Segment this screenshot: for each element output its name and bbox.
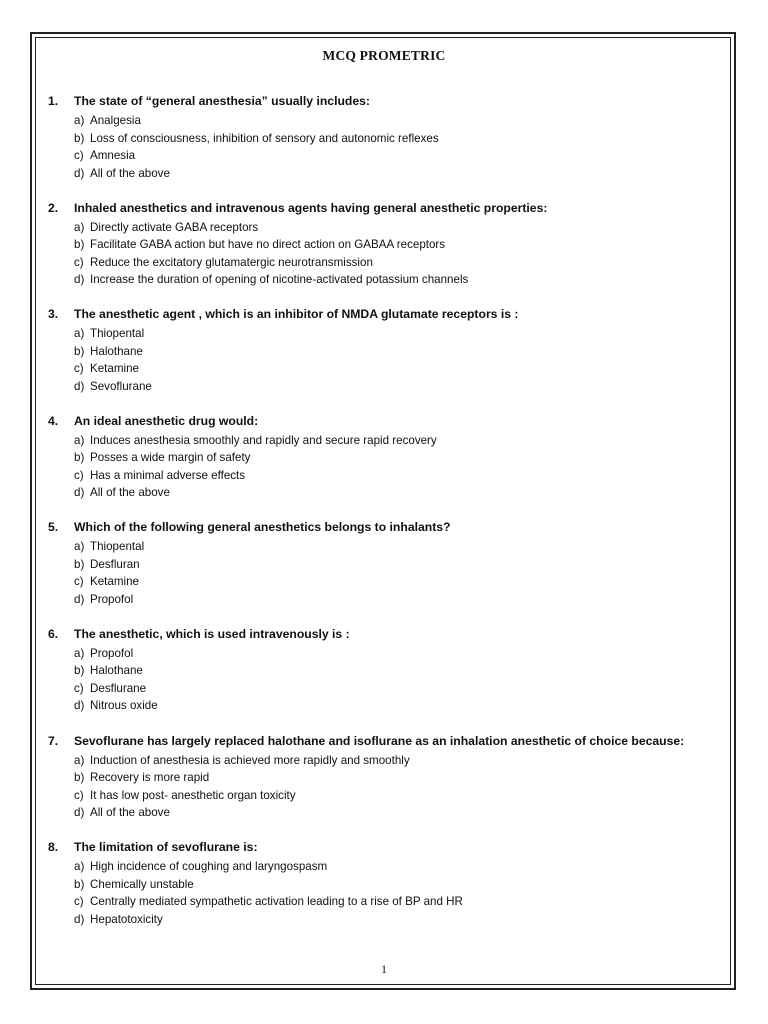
option-b — [74, 769, 728, 787]
option-letter: d) — [74, 486, 85, 500]
option-letter: a) — [74, 753, 85, 767]
option-b — [74, 343, 728, 361]
option-a — [74, 219, 728, 237]
option-letter: b) — [74, 131, 85, 145]
option-text: Induces anesthesia smoothly and rapidly and secure rapid recovery — [90, 433, 437, 447]
option-list — [48, 752, 728, 822]
option-text: Ketamine — [90, 362, 139, 376]
option-text: Halothane — [90, 664, 143, 678]
question-stem — [48, 413, 728, 430]
option-a — [74, 645, 728, 663]
question-5 — [48, 519, 728, 608]
option-text: Centrally mediated sympathetic activation leading to a rise of BP and HR — [90, 895, 463, 909]
option-d — [74, 165, 728, 183]
option-text: Increase the duration of opening of nicotine-activated potassium channels — [90, 273, 469, 287]
question-text: The state of “general anesthesia” usually includes: — [74, 94, 370, 108]
option-list — [48, 112, 728, 182]
question-1 — [48, 93, 728, 182]
option-text: Ketamine — [90, 575, 139, 589]
option-text: Has a minimal adverse effects — [90, 468, 246, 482]
option-a — [74, 325, 728, 343]
question-text: Which of the following general anesthetics belongs to inhalants? — [74, 520, 451, 535]
question-stem — [48, 93, 728, 110]
question-number: 8. — [48, 840, 59, 855]
option-c — [74, 360, 728, 378]
option-d — [74, 484, 728, 502]
question-text: Sevoflurane has largely replaced halothane and isoflurane as an inhalation anesthetic of choice because: — [74, 733, 685, 748]
option-b — [74, 876, 728, 894]
option-text: Facilitate GABA action but have no direct action on GABAA receptors — [90, 238, 446, 252]
question-4 — [48, 413, 728, 502]
option-d — [74, 271, 728, 289]
question-text: The anesthetic agent , which is an inhibitor of NMDA glutamate receptors is : — [74, 307, 519, 322]
option-letter: d) — [74, 912, 85, 926]
option-letter: d) — [74, 166, 85, 180]
option-text: Posses a wide margin of safety — [90, 451, 251, 465]
option-b — [74, 662, 728, 680]
option-letter: c) — [74, 362, 84, 376]
question-2 — [48, 200, 728, 289]
option-d — [74, 804, 728, 822]
option-text: Amnesia — [90, 149, 136, 162]
option-text: Loss of consciousness, inhibition of sensory and autonomic reflexes — [90, 131, 439, 145]
option-letter: c) — [74, 255, 84, 269]
question-number: 5. — [48, 520, 59, 535]
option-a — [74, 752, 728, 770]
question-number: 4. — [48, 413, 59, 428]
option-letter: a) — [74, 646, 85, 660]
option-text: Desflurane — [90, 681, 147, 695]
option-text: Sevoflurane — [90, 379, 152, 393]
option-text: Desfluran — [90, 557, 140, 571]
option-text: Thiopental — [90, 540, 145, 554]
option-letter: d) — [74, 379, 85, 393]
option-c — [74, 147, 728, 165]
option-a — [74, 858, 728, 876]
option-letter: c) — [74, 788, 84, 802]
question-number: 2. — [48, 200, 59, 215]
question-stem — [48, 200, 728, 217]
option-b — [74, 130, 728, 148]
option-a — [74, 432, 728, 450]
option-letter: a) — [74, 540, 85, 554]
option-c — [74, 467, 728, 485]
option-letter: d) — [74, 699, 85, 713]
question-3 — [48, 306, 728, 395]
option-letter: b) — [74, 451, 85, 465]
option-letter: c) — [74, 895, 84, 909]
question-number: 1. — [48, 94, 59, 108]
option-c — [74, 573, 728, 591]
option-letter: b) — [74, 557, 85, 571]
option-letter: a) — [74, 327, 85, 341]
question-stem — [48, 306, 728, 323]
question-stem — [48, 626, 728, 643]
option-b — [74, 449, 728, 467]
option-list — [48, 432, 728, 502]
question-7 — [48, 733, 728, 822]
option-letter: b) — [74, 771, 85, 785]
option-letter: c) — [74, 468, 84, 482]
document-title: MCQ PROMETRIC — [322, 48, 446, 63]
question-text: An ideal anesthetic drug would: — [74, 413, 259, 428]
page-number: 1 — [381, 962, 387, 976]
option-letter: d) — [74, 592, 85, 606]
option-a — [74, 538, 728, 556]
option-letter: b) — [74, 664, 85, 678]
option-letter: a) — [74, 220, 85, 234]
question-text: Inhaled anesthetics and intravenous agents having general anesthetic properties: — [74, 200, 548, 215]
option-c — [74, 893, 728, 911]
question-number: 7. — [48, 733, 59, 748]
option-letter: b) — [74, 344, 85, 358]
option-text: Hepatotoxicity — [90, 912, 163, 926]
option-c — [74, 680, 728, 698]
question-6 — [48, 626, 728, 715]
option-letter: d) — [74, 273, 85, 287]
option-letter: a) — [74, 860, 85, 874]
option-text: Induction of anesthesia is achieved more rapidly and smoothly — [90, 753, 410, 767]
option-letter: c) — [74, 575, 84, 589]
question-number: 6. — [48, 626, 59, 641]
option-text: Halothane — [90, 344, 143, 358]
question-text: The limitation of sevoflurane is: — [74, 840, 258, 855]
option-c — [74, 254, 728, 272]
option-d — [74, 591, 728, 609]
option-letter: b) — [74, 877, 85, 891]
option-letter: b) — [74, 238, 85, 252]
option-text: All of the above — [90, 806, 170, 820]
option-d — [74, 697, 728, 715]
option-text: It has low post- anesthetic organ toxicity — [90, 788, 296, 802]
option-d — [74, 911, 728, 929]
question-8 — [48, 839, 728, 928]
option-text: Chemically unstable — [90, 877, 194, 891]
question-stem — [48, 839, 728, 856]
option-letter: c) — [74, 149, 84, 162]
option-list — [48, 538, 728, 608]
option-text: Propofol — [90, 646, 134, 660]
option-list — [48, 645, 728, 715]
option-letter: c) — [74, 681, 84, 695]
option-text: High incidence of coughing and laryngospasm — [90, 860, 328, 874]
option-b — [74, 556, 728, 574]
option-text: Nitrous oxide — [90, 699, 158, 713]
question-list — [48, 93, 728, 946]
question-stem — [48, 733, 728, 750]
option-a — [74, 112, 728, 130]
option-list — [48, 858, 728, 928]
option-text: Thiopental — [90, 327, 145, 341]
question-number: 3. — [48, 307, 59, 322]
option-text: All of the above — [90, 166, 170, 180]
option-c — [74, 787, 728, 805]
option-text: Directly activate GABA receptors — [90, 220, 259, 234]
option-letter: d) — [74, 806, 85, 820]
option-text: All of the above — [90, 486, 170, 500]
option-list — [48, 325, 728, 395]
option-d — [74, 378, 728, 396]
option-b — [74, 236, 728, 254]
option-text: Reduce the excitatory glutamatergic neurotransmission — [90, 255, 373, 269]
option-text: Recovery is more rapid — [90, 771, 210, 785]
option-text: Analgesia — [90, 114, 141, 127]
question-text: The anesthetic, which is used intravenously is : — [74, 626, 350, 641]
option-letter: a) — [74, 433, 85, 447]
option-letter: a) — [74, 114, 85, 127]
question-stem — [48, 519, 728, 536]
option-text: Propofol — [90, 592, 134, 606]
option-list — [48, 219, 728, 289]
